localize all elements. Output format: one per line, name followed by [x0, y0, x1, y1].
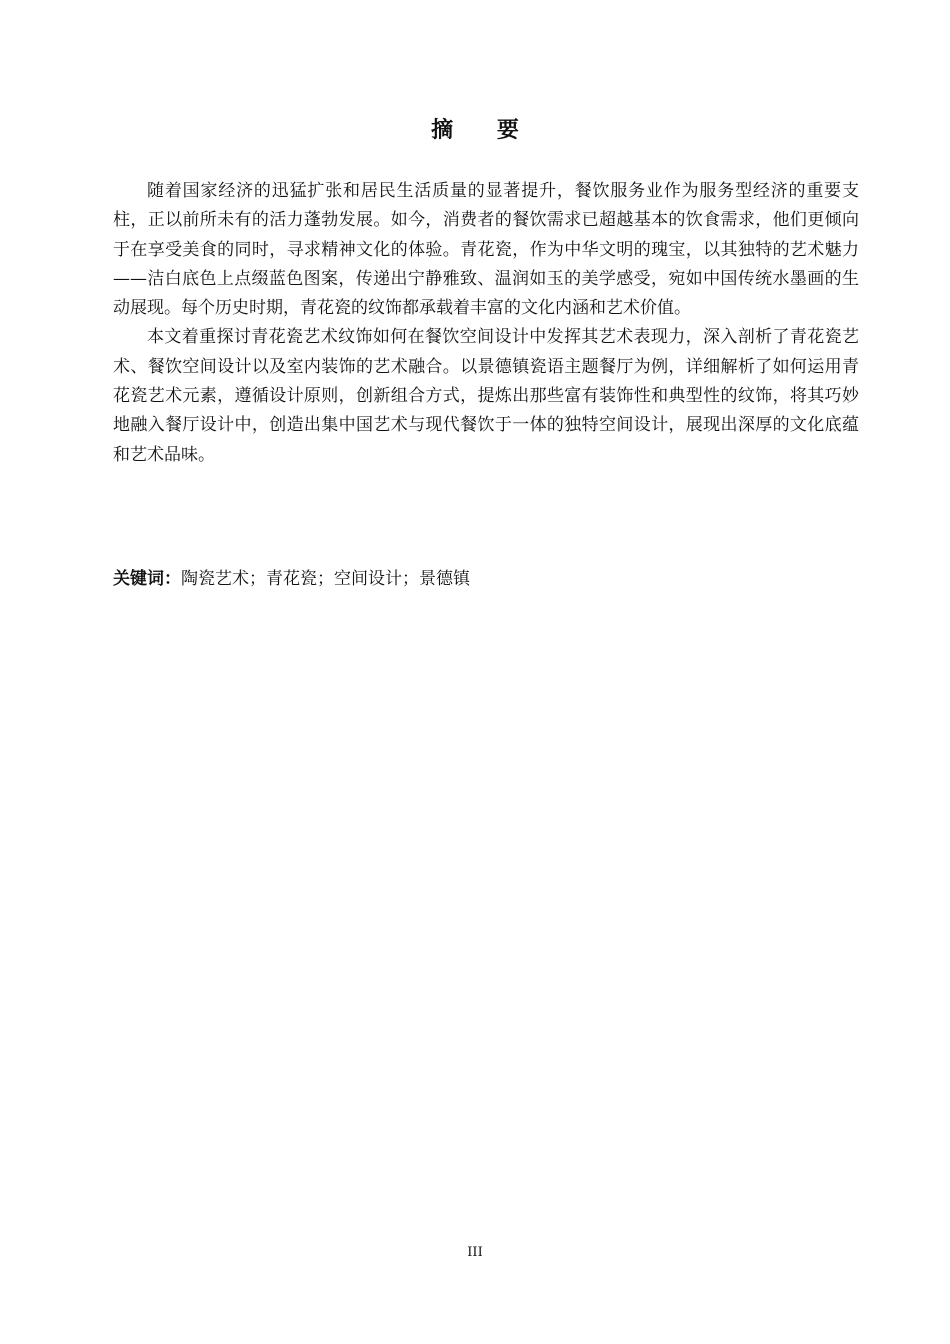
keywords-label: 关键词：: [113, 569, 181, 589]
keywords-text: 陶瓷艺术；青花瓷；空间设计；景德镇: [181, 569, 470, 589]
abstract-paragraph-2: 本文着重探讨青花瓷艺术纹饰如何在餐饮空间设计中发挥其艺术表现力，深入剖析了青花瓷艺术、餐饮空间设计以及室内装饰的艺术融合。以景德镇瓷语主题餐厅为例，详细解析了如何运用青花瓷艺术元素，遵循设计原则，创新组合方式，提炼出那些富有装饰性和典型性的纹饰，将其巧妙地融入餐厅设计中，创造出集中国艺术与现代餐饮于一体的独特空间设计，展现出深厚的文化底蕴和艺术品味。: [113, 327, 859, 465]
abstract-title: 摘 要: [431, 117, 537, 143]
abstract-paragraph-1: 随着国家经济的迅猛扩张和居民生活质量的显著提升，餐饮服务业作为服务型经济的重要支柱，正以前所未有的活力蓬勃发展。如今，消费者的餐饮需求已超越基本的饮食需求，他们更倾向于在享受美食的同时，寻求精神文化的体验。青花瓷，作为中华文明的瑰宝，以其独特的艺术魅力——洁白底色上点缀蓝色图案，传递出宁静雅致、温润如玉的美学感受，宛如中国传统水墨画的生动展现。每个历史时期，青花瓷的纹饰都承载着丰富的文化内涵和艺术价值。: [113, 181, 859, 319]
abstract-body: [113, 177, 859, 470]
page-number: III: [467, 1245, 483, 1260]
keywords-line: [113, 565, 859, 594]
